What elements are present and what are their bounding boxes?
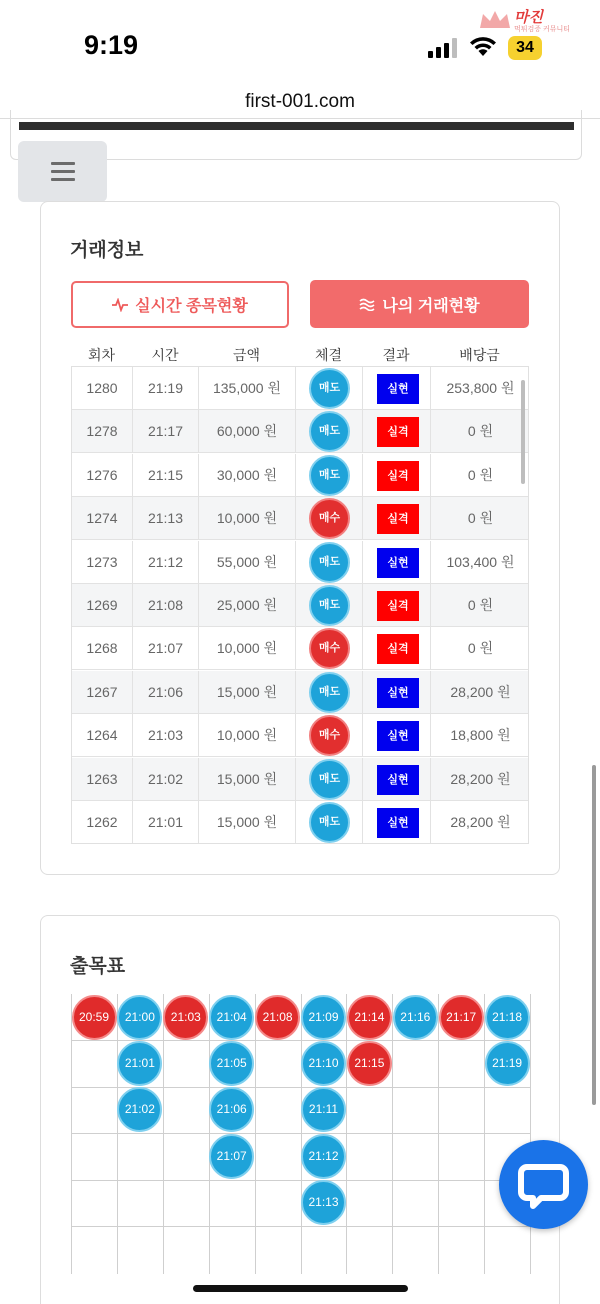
waves-icon xyxy=(359,297,375,311)
result-cell xyxy=(363,801,431,844)
payout-cell: 0 원 xyxy=(467,423,494,440)
round-cell: 1276 xyxy=(72,454,133,497)
result-panel-title: 출목표 xyxy=(70,956,126,977)
payout-cell: 28,200 원 xyxy=(450,683,511,700)
side-cell xyxy=(296,671,363,714)
result-bead: 21:10 xyxy=(301,1041,346,1086)
side-cell xyxy=(296,584,363,627)
result-cell xyxy=(363,584,431,627)
round-cell: 1273 xyxy=(72,541,133,584)
col-header-time: 시간 xyxy=(151,347,179,363)
payout-cell: 0 원 xyxy=(467,510,494,527)
trade-info-title: 거래정보 xyxy=(70,240,144,261)
result-bead: 21:04 xyxy=(209,995,254,1040)
table-row xyxy=(72,541,529,584)
amount-cell: 10,000 원 xyxy=(199,714,296,757)
top-dark-bar xyxy=(19,122,574,130)
result-bead: 21:02 xyxy=(117,1087,162,1132)
result-cell xyxy=(363,671,431,714)
round-cell: 1264 xyxy=(72,714,133,757)
round-cell: 1267 xyxy=(72,671,133,714)
side-cell xyxy=(296,801,363,844)
col-header-round: 회차 xyxy=(87,347,116,363)
page-scrollbar[interactable] xyxy=(592,765,596,1105)
amount-cell: 10,000 원 xyxy=(199,627,296,670)
result-bead: 21:09 xyxy=(301,995,346,1040)
round-cell: 1269 xyxy=(72,584,133,627)
col-header-side: 체결 xyxy=(314,347,343,363)
chat-bubble-icon xyxy=(499,1140,588,1229)
table-row xyxy=(72,584,529,627)
payout-cell: 0 원 xyxy=(467,640,494,657)
table-row xyxy=(72,497,529,540)
time-cell: 21:07 xyxy=(133,627,199,670)
watermark-tagline: 먹튀검증 커뮤니티 xyxy=(514,26,571,33)
battery-indicator: 34 xyxy=(508,36,542,60)
result-badge: 실격 xyxy=(377,634,419,664)
result-bead: 21:03 xyxy=(163,995,208,1040)
amount-cell: 10,000 원 xyxy=(199,497,296,540)
table-row xyxy=(72,454,529,497)
time-cell: 21:13 xyxy=(133,497,199,540)
result-cell xyxy=(363,454,431,497)
clock: 9:19 xyxy=(84,30,139,60)
result-badge: 실현 xyxy=(377,548,419,578)
payout-cell: 0 원 xyxy=(467,597,494,613)
result-badge: 실현 xyxy=(377,721,419,751)
result-bead: 21:05 xyxy=(209,1041,254,1086)
amount-cell: 55,000 원 xyxy=(199,541,296,584)
result-bead: 21:07 xyxy=(209,1134,254,1179)
grid-line xyxy=(71,1226,530,1227)
table-row xyxy=(72,410,529,453)
result-bead: 21:16 xyxy=(393,995,438,1040)
trade-table[interactable] xyxy=(71,366,529,844)
chat-button[interactable] xyxy=(499,1140,588,1229)
live-status-label: 실시간 종목현황 xyxy=(135,298,248,315)
result-cell xyxy=(363,627,431,670)
cellular-signal-icon xyxy=(428,38,460,58)
result-badge: 실격 xyxy=(377,591,419,621)
time-cell: 21:02 xyxy=(133,758,199,801)
side-cell xyxy=(296,758,363,801)
round-cell: 1262 xyxy=(72,801,133,844)
side-badge: 매수 xyxy=(309,628,350,669)
result-bead: 21:19 xyxy=(485,1041,530,1086)
result-bead: 21:18 xyxy=(485,995,530,1040)
time-cell: 21:06 xyxy=(133,671,199,714)
side-badge: 매도 xyxy=(309,455,350,496)
result-bead: 21:15 xyxy=(347,1041,392,1086)
table-row xyxy=(72,801,529,844)
home-indicator[interactable] xyxy=(193,1285,408,1292)
payout-cell: 253,800 원 xyxy=(446,380,515,396)
payout-cell: 18,800 원 xyxy=(450,727,511,744)
time-cell: 21:15 xyxy=(133,454,199,497)
col-header-result: 결과 xyxy=(382,347,410,363)
col-header-amount: 금액 xyxy=(232,347,261,363)
amount-cell: 15,000 원 xyxy=(199,801,296,844)
result-bead: 21:14 xyxy=(347,995,392,1040)
crown-icon xyxy=(478,8,512,32)
time-cell: 21:12 xyxy=(133,541,199,584)
live-status-button[interactable] xyxy=(71,281,289,328)
bead-road-grid xyxy=(71,994,530,1274)
result-bead: 21:12 xyxy=(301,1134,346,1179)
result-cell xyxy=(363,541,431,584)
round-cell: 1263 xyxy=(72,758,133,801)
round-cell: 1280 xyxy=(72,367,133,410)
side-cell xyxy=(296,410,363,453)
result-badge: 실현 xyxy=(377,374,419,404)
side-badge: 매도 xyxy=(309,585,350,626)
table-row xyxy=(72,367,529,410)
amount-cell: 60,000 원 xyxy=(199,410,296,453)
round-cell: 1268 xyxy=(72,627,133,670)
grid-line xyxy=(530,994,531,1274)
round-cell: 1274 xyxy=(72,497,133,540)
result-cell xyxy=(363,367,431,410)
result-badge: 실격 xyxy=(377,504,419,534)
result-bead: 21:06 xyxy=(209,1087,254,1132)
table-row xyxy=(72,627,529,670)
time-cell: 21:08 xyxy=(133,584,199,627)
amount-cell: 25,000 원 xyxy=(199,584,296,627)
menu-button[interactable] xyxy=(18,141,107,202)
watermark-logo xyxy=(478,4,596,34)
result-bead: 21:00 xyxy=(117,995,162,1040)
side-cell xyxy=(296,454,363,497)
amount-cell: 15,000 원 xyxy=(199,671,296,714)
pulse-icon xyxy=(112,298,128,312)
payout-cell: 28,200 원 xyxy=(450,814,511,830)
side-badge: 매수 xyxy=(309,715,350,756)
result-cell xyxy=(363,497,431,540)
result-bead: 21:08 xyxy=(255,995,300,1040)
time-cell: 21:03 xyxy=(133,714,199,757)
time-cell: 21:01 xyxy=(133,801,199,844)
side-cell xyxy=(296,714,363,757)
side-badge: 매도 xyxy=(309,802,350,843)
result-bead: 20:59 xyxy=(72,995,117,1040)
my-trades-label: 나의 거래현황 xyxy=(382,297,480,315)
side-badge: 매도 xyxy=(309,672,350,713)
hamburger-line xyxy=(51,170,75,173)
table-row xyxy=(72,671,529,714)
result-cell xyxy=(363,714,431,757)
amount-cell: 135,000 원 xyxy=(199,367,296,410)
payout-cell: 28,200 원 xyxy=(450,770,511,787)
hamburger-icon xyxy=(51,162,75,165)
amount-cell: 15,000 원 xyxy=(199,758,296,801)
col-header-payout: 배당금 xyxy=(459,347,500,363)
result-badge: 실현 xyxy=(377,808,419,838)
watermark-brand: 마진 xyxy=(514,9,543,26)
result-cell xyxy=(363,410,431,453)
side-badge: 매도 xyxy=(309,411,350,452)
side-cell xyxy=(296,627,363,670)
result-bead: 21:13 xyxy=(301,1180,346,1225)
side-cell xyxy=(296,367,363,410)
table-row xyxy=(72,758,529,801)
side-cell xyxy=(296,497,363,540)
address-bar[interactable]: first-001.com xyxy=(245,91,355,112)
result-cell xyxy=(363,758,431,801)
payout-cell: 0 원 xyxy=(467,466,494,483)
side-cell xyxy=(296,541,363,584)
hamburger-line xyxy=(51,178,75,181)
side-badge: 매도 xyxy=(309,368,350,409)
result-bead: 21:01 xyxy=(117,1041,162,1086)
round-cell: 1278 xyxy=(72,410,133,453)
side-badge: 매도 xyxy=(309,542,350,583)
result-badge: 실현 xyxy=(377,765,419,795)
result-badge: 실격 xyxy=(377,461,419,491)
payout-cell: 103,400 원 xyxy=(446,553,515,570)
result-badge: 실현 xyxy=(377,678,419,708)
my-trades-button[interactable] xyxy=(310,280,529,328)
table-scrollbar[interactable] xyxy=(521,380,525,484)
side-badge: 매도 xyxy=(309,759,350,800)
wifi-icon xyxy=(468,34,498,58)
side-badge: 매수 xyxy=(309,498,350,539)
result-bead: 21:17 xyxy=(439,995,484,1040)
table-row xyxy=(72,714,529,757)
amount-cell: 30,000 원 xyxy=(199,454,296,497)
grid-line xyxy=(71,1133,530,1134)
time-cell: 21:17 xyxy=(133,410,199,453)
result-bead: 21:11 xyxy=(301,1087,346,1132)
grid-line xyxy=(71,1180,530,1181)
time-cell: 21:19 xyxy=(133,367,199,410)
result-badge: 실격 xyxy=(377,417,419,447)
